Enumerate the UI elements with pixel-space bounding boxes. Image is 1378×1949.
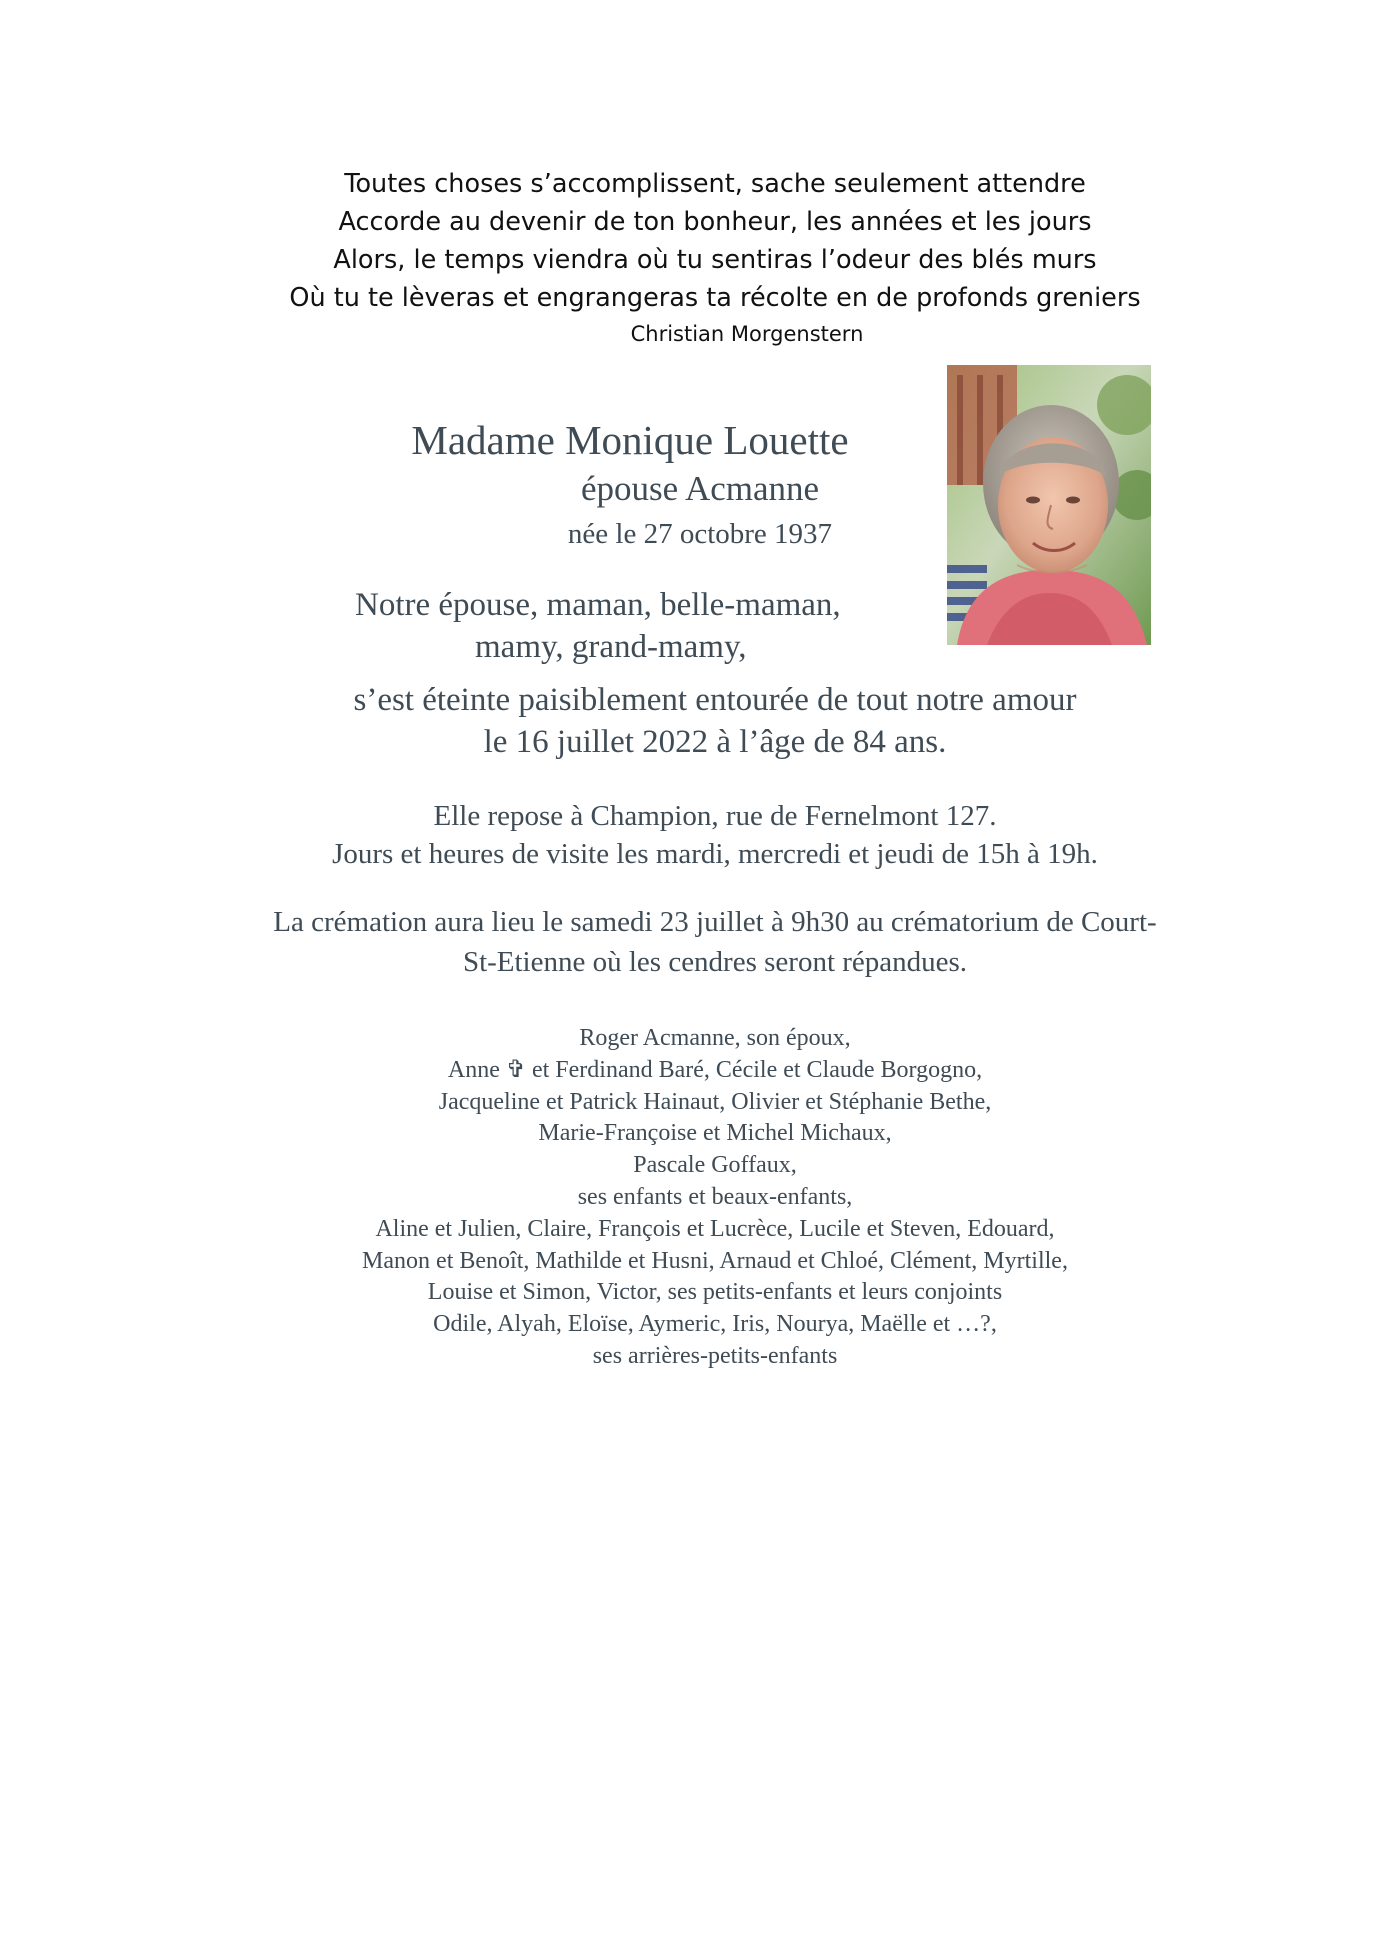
visit-hours: Jours et heures de visite les mardi, mercredi et jeudi de 15h à 19h.	[332, 838, 1098, 870]
family-line: ses arrières-petits-enfants	[592, 1342, 838, 1369]
family-line: Louise et Simon, Victor, ses petits-enfants et leurs conjoints	[427, 1279, 1003, 1306]
family-line: Manon et Benoît, Mathilde et Husni, Arnaud et Chloé, Clément, Myrtille,	[362, 1247, 1068, 1274]
family-line: Aline et Julien, Claire, François et Lucrèce, Lucile et Steven, Edouard,	[375, 1215, 1055, 1242]
relations-line: mamy, grand-mamy,	[475, 629, 747, 665]
birth-date: née le 27 octobre 1937	[567, 518, 833, 550]
visit-info	[150, 797, 1280, 873]
family-line: Roger Acmanne, son époux,	[579, 1025, 851, 1051]
family-line: Pascale Goffaux,	[633, 1152, 797, 1179]
poem-author: Christian Morgenstern	[630, 322, 864, 346]
family-line: Marie-Françoise et Michel Michaux,	[538, 1120, 892, 1147]
death-line: s’est éteinte paisiblement entourée de tout notre amour	[353, 682, 1077, 718]
deceased-name: Madame Monique Louette	[411, 417, 849, 463]
family-line: ses enfants et beaux-enfants,	[577, 1183, 853, 1210]
family-line: Jacqueline et Patrick Hainaut, Olivier et Stéphanie Bethe,	[438, 1088, 992, 1115]
poem-line: Où tu te lèveras et engrangeras ta récolte en de profonds greniers	[289, 283, 1141, 313]
family-list	[150, 1023, 1280, 1373]
death-announcement	[200, 679, 1230, 763]
poem	[200, 165, 1230, 349]
family-line: Odile, Alyah, Eloïse, Aymeric, Iris, Nourya, Maëlle et …?,	[433, 1311, 997, 1338]
poem-line: Accorde au devenir de ton bonheur, les années et les jours	[338, 207, 1092, 237]
poem-line: Alors, le temps viendra où tu sentiras l’odeur des blés murs	[333, 245, 1097, 275]
relations-line: Notre épouse, maman, belle-maman,	[355, 587, 841, 623]
poem-line: Toutes choses s’accomplissent, sache seulement attendre	[344, 169, 1086, 199]
cremation-line: St-Etienne où les cendres seront répandues.	[462, 946, 968, 978]
cremation-line: La crémation aura lieu le samedi 23 juillet à 9h30 au crématorium de Court-	[273, 906, 1157, 938]
spouse-name: épouse Acmanne	[580, 469, 820, 508]
visit-location: Elle repose à Champion, rue de Fernelmont 127.	[433, 800, 997, 832]
family-line: Anne ✞ et Ferdinand Baré, Cécile et Claude Borgogno,	[447, 1056, 983, 1083]
cremation-info	[150, 902, 1280, 982]
death-line: le 16 juillet 2022 à l’âge de 84 ans.	[483, 724, 947, 760]
